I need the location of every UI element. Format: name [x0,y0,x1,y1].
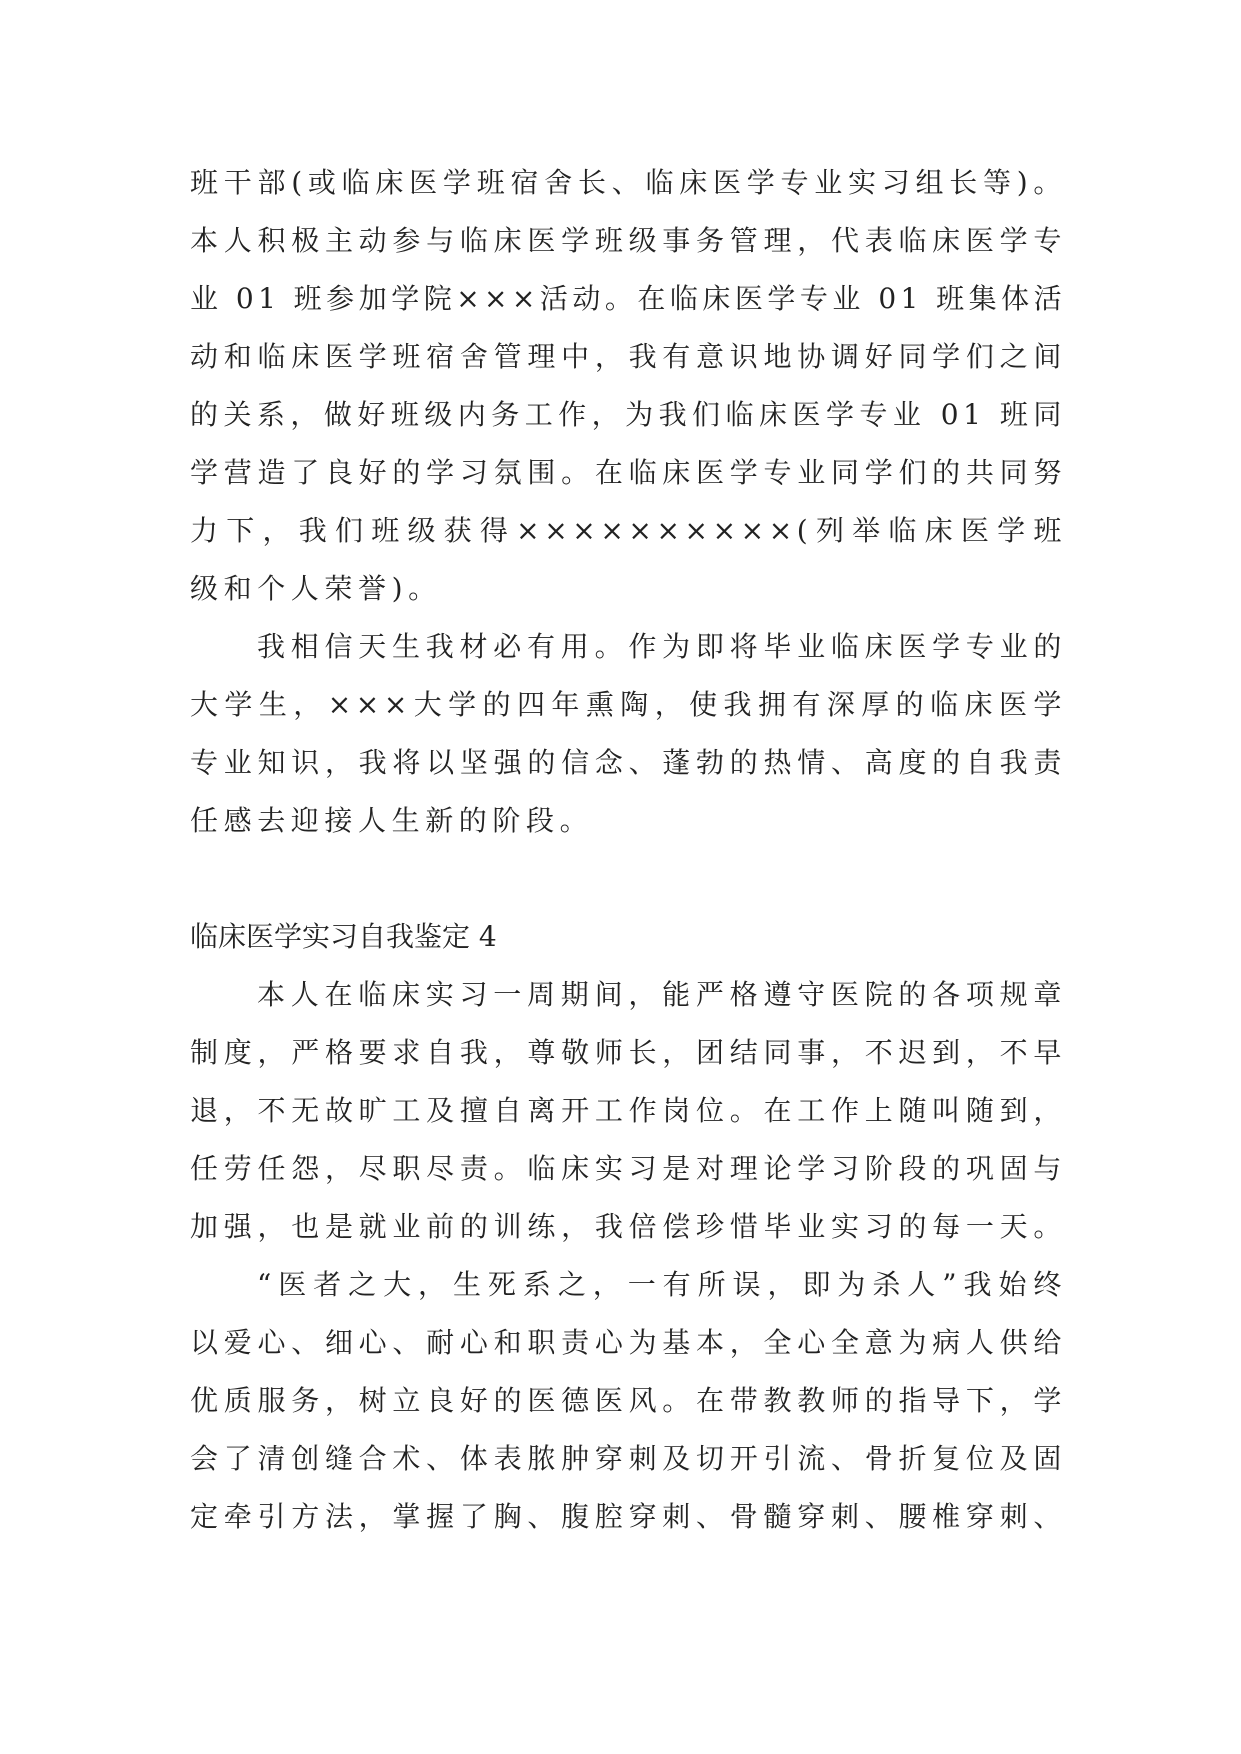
paragraph [190,1256,1241,1546]
paragraph [190,154,1241,618]
text-line: 制度，严格要求自我，尊敬师长，团结同事，不迟到，不早 [190,1036,1066,1069]
text-line: 业 01 班参加学院×××活动。在临床医学专业 01 班集体活 [190,282,1066,315]
text-line: 优质服务，树立良好的医德医风。在带教教师的指导下，学 [190,1384,1066,1417]
paragraph [190,966,1241,1256]
text-line: 本人积极主动参与临床医学班级事务管理，代表临床医学专 [190,224,1066,257]
text-line: 加强，也是就业前的训练，我倍偿珍惜毕业实习的每一天。 [190,1210,1066,1243]
text-line: “医者之大，生死系之，一有所误，即为杀人”我始终 [257,1268,1066,1301]
text-line: 本人在临床实习一周期间，能严格遵守医院的各项规章 [257,978,1066,1011]
text-line: 学营造了良好的学习氛围。在临床医学专业同学们的共同努 [190,456,1066,489]
text-line: 专业知识，我将以坚强的信念、蓬勃的热情、高度的自我责 [190,746,1066,779]
text-line: 定牵引方法，掌握了胸、腹腔穿刺、骨髓穿刺、腰椎穿刺、 [190,1500,1066,1533]
text-line: 力下，我们班级获得××××××××××(列举临床医学班 [190,514,1066,547]
text-line: 级和个人荣誉)。 [190,572,442,605]
text-line: 任感去迎接人生新的阶段。 [190,804,594,837]
section-heading: 临床医学实习自我鉴定 4 [190,920,497,953]
text-line: 退，不无故旷工及擅自离开工作岗位。在工作上随叫随到， [190,1094,1066,1127]
text-line: 会了清创缝合术、体表脓肿穿刺及切开引流、骨折复位及固 [190,1442,1066,1475]
text-line: 大学生，×××大学的四年熏陶，使我拥有深厚的临床医学 [190,688,1066,721]
text-line: 的关系，做好班级内务工作，为我们临床医学专业 01 班同 [190,398,1066,431]
text-line: 动和临床医学班宿舍管理中，我有意识地协调好同学们之间 [190,340,1066,373]
text-line: 以爱心、细心、耐心和职责心为基本，全心全意为病人供给 [190,1326,1066,1359]
text-line: 任劳任怨，尽职尽责。临床实习是对理论学习阶段的巩固与 [190,1152,1066,1185]
text-line: 我相信天生我材必有用。作为即将毕业临床医学专业的 [257,630,1066,663]
paragraph [190,618,1241,850]
text-line: 班干部(或临床医学班宿舍长、临床医学专业实习组长等)。 [190,166,1066,199]
